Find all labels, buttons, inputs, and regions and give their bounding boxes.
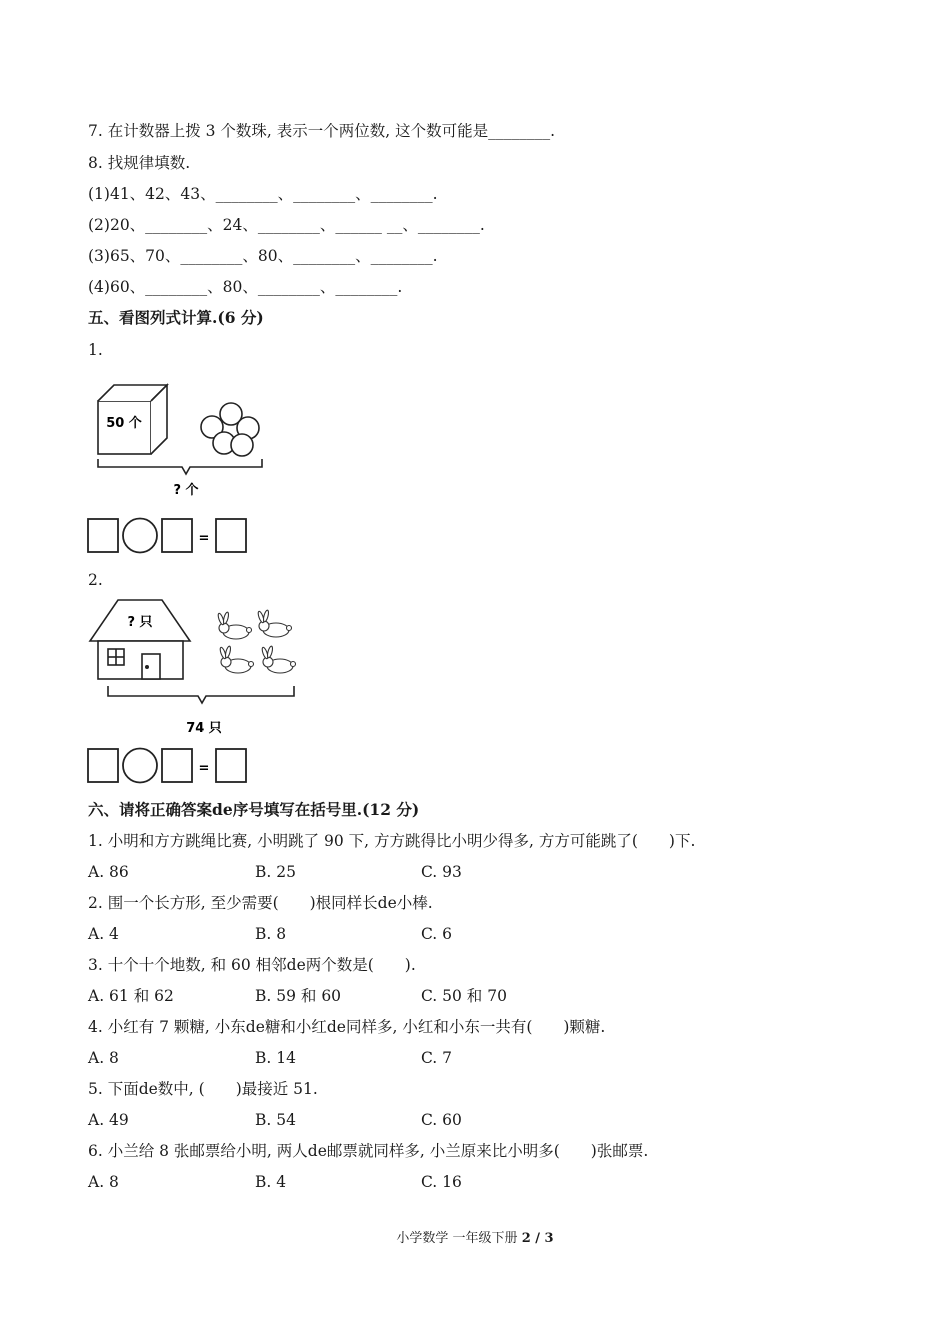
- question-8: 8. 找规律填数.: [88, 154, 191, 172]
- option-b[interactable]: B. 54: [255, 1111, 296, 1129]
- page-footer: [0, 1227, 950, 1246]
- question-8-1: (1)41、42、43、________、________、________.: [88, 185, 438, 203]
- option-a[interactable]: A. 4: [88, 925, 119, 943]
- answer-box[interactable]: [88, 519, 118, 552]
- option-b[interactable]: B. 14: [255, 1049, 296, 1067]
- mc-question: 3. 十个十个地数, 和 60 相邻de两个数是( ).: [88, 956, 416, 974]
- balls-icon: [201, 403, 259, 456]
- answer-box[interactable]: [88, 749, 118, 782]
- option-b[interactable]: B. 59 和 60: [255, 987, 342, 1005]
- bracket-2: [108, 686, 294, 703]
- equation-1: [86, 516, 251, 556]
- option-b[interactable]: B. 25: [255, 863, 296, 881]
- mc-question: 1. 小明和方方跳绳比赛, 小明跳了 90 下, 方方跳得比小明少得多, 方方可能跳了( )下.: [88, 832, 696, 850]
- question-label-1: ? 个: [173, 483, 199, 498]
- answer-box[interactable]: [162, 749, 192, 782]
- question-8-3: (3)65、70、________、80、________、________.: [88, 247, 438, 265]
- option-c[interactable]: C. 6: [421, 925, 453, 943]
- question-8-2: (2)20、________、24、________、______ __、________.: [88, 216, 485, 234]
- equals-sign: =: [198, 761, 210, 776]
- answer-box[interactable]: [162, 519, 192, 552]
- option-c[interactable]: C. 7: [421, 1049, 453, 1067]
- option-c[interactable]: C. 50 和 70: [421, 987, 507, 1005]
- operator-circle[interactable]: [123, 519, 157, 553]
- house-label: ? 只: [127, 615, 153, 630]
- cube-label: 50 个: [106, 416, 142, 431]
- mc-question: 5. 下面de数中, ( )最接近 51.: [88, 1080, 318, 1098]
- option-c[interactable]: C. 16: [421, 1173, 462, 1191]
- mc-question: 6. 小兰给 8 张邮票给小明, 两人de邮票就同样多, 小兰原来比小明多( )张邮票.: [88, 1142, 649, 1160]
- house-icon: [90, 600, 190, 679]
- result-box[interactable]: [216, 749, 246, 782]
- footer-subject: 小学数学 一年级下册: [396, 1231, 522, 1246]
- problem-2-number: 2.: [88, 571, 103, 589]
- figure-box-and-balls: [94, 384, 284, 502]
- rabbits-icon: [217, 610, 295, 673]
- result-box[interactable]: [216, 519, 246, 552]
- option-a[interactable]: A. 8: [88, 1173, 119, 1191]
- option-b[interactable]: B. 8: [255, 925, 287, 943]
- option-c[interactable]: C. 93: [421, 863, 462, 881]
- option-a[interactable]: A. 8: [88, 1049, 119, 1067]
- operator-circle[interactable]: [123, 749, 157, 783]
- bracket-1: [98, 459, 262, 474]
- page-number: 2 / 3: [521, 1231, 554, 1246]
- figure-house-and-rabbits: [88, 596, 318, 741]
- option-b[interactable]: B. 4: [255, 1173, 287, 1191]
- mc-question: 2. 围一个长方形, 至少需要( )根同样长de小棒.: [88, 894, 433, 912]
- equation-2: [86, 746, 251, 786]
- option-a[interactable]: A. 86: [88, 863, 129, 881]
- option-a[interactable]: A. 61 和 62: [88, 987, 174, 1005]
- option-a[interactable]: A. 49: [88, 1111, 129, 1129]
- option-c[interactable]: C. 60: [421, 1111, 462, 1129]
- equals-sign: =: [198, 531, 210, 546]
- section-6-title: 六、请将正确答案de序号填写在括号里.(12 分): [88, 800, 420, 819]
- question-8-4: (4)60、________、80、________、________.: [88, 278, 403, 296]
- total-label: 74 只: [186, 721, 222, 736]
- mc-question: 4. 小红有 7 颗糖, 小东de糖和小红de同样多, 小红和小东一共有( )颗糖.: [88, 1018, 606, 1036]
- question-7: 7. 在计数器上拨 3 个数珠, 表示一个两位数, 这个数可能是________.: [88, 122, 556, 140]
- problem-1-number: 1.: [88, 341, 103, 359]
- section-5-title: 五、看图列式计算.(6 分): [88, 308, 264, 327]
